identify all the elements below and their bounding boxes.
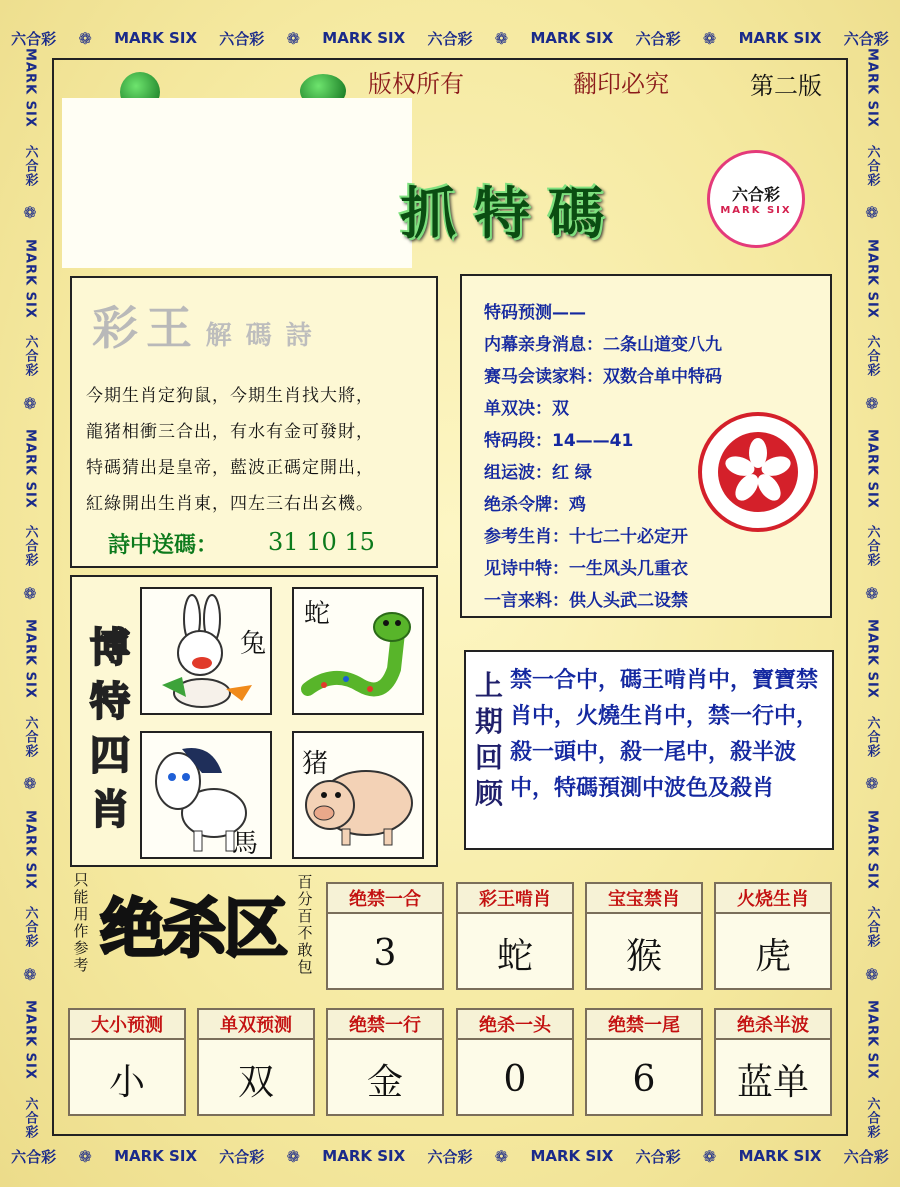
flower-icon: ❁ [23,774,37,794]
poem-gift-label: 詩中送碼： [108,532,219,558]
zodiac-label-pig: 猪 [302,749,329,779]
copyright-text: 版权所有 [368,70,464,98]
flower-icon: ❁ [865,964,879,984]
border-brand-en: MARK SIX [322,1147,406,1165]
prediction-line: 组运波：红 绿 [484,463,592,483]
flower-icon: ❁ [23,964,37,984]
poem-line: 今期生肖定狗鼠，今期生肖找大將， [86,386,374,406]
box-value: 金 [366,1061,403,1103]
top-border-strip [0,18,900,58]
border-brand-cn: 六合彩 [864,1096,880,1139]
box-kill-half-wave [714,1008,832,1116]
border-brand-cn: 六合彩 [635,1147,681,1166]
border-brand-cn: 六合彩 [22,715,38,758]
zodiac-label-rabbit: 兔 [240,629,267,659]
border-brand-en: MARK SIX [22,429,38,509]
poem-title-small: 解碼詩 [205,321,326,351]
box-value: 0 [503,1058,527,1100]
border-brand-en: MARK SIX [22,48,38,129]
box-value: 小 [108,1061,145,1103]
box-baby-ban [585,882,703,990]
poem-line: 紅綠開出生肖東，四左三右出玄機。 [86,494,374,514]
poem-title [92,292,326,358]
mark-six-logo [707,150,805,248]
flower-icon: ❁ [494,28,509,48]
flower-icon: ❁ [23,583,37,603]
box-value: 3 [373,932,397,974]
poem-gift-numbers: 31 10 15 [268,528,375,556]
box-label: 绝杀一头 [458,1010,572,1040]
border-brand-cn: 六合彩 [635,29,681,48]
border-brand-cn: 六合彩 [11,1147,57,1166]
box-ban-one-tail [585,1008,703,1116]
logo-en: MARK SIX [720,205,792,216]
box-fire-zodiac [714,882,832,990]
poem-line: 龍猪相衝三合出，有水有金可發財， [86,422,374,442]
box-label: 绝禁一合 [328,884,442,914]
border-brand-cn: 六合彩 [864,144,880,187]
flower-icon: ❁ [865,393,879,413]
border-brand-en: MARK SIX [114,29,198,47]
box-odd-even-prediction [197,1008,315,1116]
border-brand-en: MARK SIX [864,809,880,890]
border-brand-en: MARK SIX [864,1000,880,1081]
border-brand-en: MARK SIX [22,1000,38,1081]
poem-line: 特碼猜出是皇帝，藍波正碼定開出， [86,458,374,478]
border-brand-en: MARK SIX [322,29,406,47]
no-reprint-text: 翻印必究 [573,70,669,98]
box-kill-one-head [456,1008,574,1116]
box-label: 单双预测 [199,1010,313,1040]
box-label: 火烧生肖 [716,884,830,914]
page-title: 抓特碼 [400,181,622,247]
zodiac-side-title: 博特四肖 [90,624,130,833]
prediction-line: 参考生肖：十七二十必定开 [484,527,688,547]
border-brand-cn: 六合彩 [864,715,880,758]
box-value: 蛇 [496,935,533,977]
right-border-strip [852,40,892,1147]
prediction-line: 内幕亲身消息：二条山道变八九 [484,335,722,355]
flower-icon: ❁ [286,1146,300,1166]
flower-icon: ❁ [865,774,879,794]
flower-icon: ❁ [78,1146,92,1166]
border-brand-en: MARK SIX [114,1147,198,1165]
zodiac-label-snake: 蛇 [304,599,331,629]
box-label: 彩王啃肖 [458,884,572,914]
border-brand-en: MARK SIX [22,619,38,700]
box-value: 双 [237,1061,274,1103]
box-size-prediction [68,1008,186,1116]
review-side-title: 上期回顾 [474,669,503,810]
border-brand-en: MARK SIX [864,48,880,129]
flower-icon: ❁ [702,28,717,48]
flower-icon: ❁ [23,393,37,413]
border-brand-cn: 六合彩 [219,1147,265,1166]
prediction-box [460,274,832,618]
zodiac-label-horse: 馬 [232,829,259,859]
border-brand-cn: 六合彩 [219,29,265,48]
flower-icon: ❁ [702,1146,717,1166]
border-brand-cn: 六合彩 [864,906,880,949]
edition-label: 第二版 [750,72,822,100]
border-brand-en: MARK SIX [530,1147,614,1165]
border-brand-cn: 六合彩 [843,29,889,48]
prediction-line: 特码预测—— [484,303,586,323]
box-label: 绝禁一行 [328,1010,442,1040]
border-brand-cn: 六合彩 [22,1096,38,1139]
box-label: 大小预测 [70,1010,184,1040]
border-brand-cn: 六合彩 [11,29,57,48]
border-brand-cn: 六合彩 [22,144,38,187]
box-value: 蓝单 [736,1061,809,1103]
left-border-strip [10,40,50,1147]
border-brand-cn: 六合彩 [427,29,473,48]
last-issue-review-box [464,650,834,850]
flower-icon: ❁ [286,28,300,48]
box-value: 6 [632,1058,656,1100]
box-label: 宝宝禁肖 [587,884,701,914]
box-value: 猴 [625,935,662,977]
kill-zone-title: 绝杀区 [100,893,286,967]
flower-icon: ❁ [494,1146,509,1166]
border-brand-cn: 六合彩 [22,335,38,377]
bauhinia-icon [713,427,803,517]
flower-icon: ❁ [865,583,879,603]
prediction-line: 特码段：14——41 [484,431,634,451]
border-brand-en: MARK SIX [738,29,822,47]
flower-icon: ❁ [78,28,92,48]
box-ban-one-he [326,882,444,990]
box-value: 虎 [754,935,791,977]
border-brand-en: MARK SIX [864,238,880,319]
box-king-bites [456,882,574,990]
border-brand-en: MARK SIX [864,619,880,700]
header-logo-area [62,98,412,268]
flower-icon: ❁ [865,203,879,223]
logo-cn: 六合彩 [731,185,780,204]
kill-zone-left-note: 只能用作参考 [73,871,89,974]
border-brand-en: MARK SIX [530,29,614,47]
border-brand-cn: 六合彩 [22,906,38,949]
kill-zone-right-note: 百分百不敢包 [297,873,313,976]
prediction-line: 一言来料：供人头武二设禁 [484,591,688,611]
prediction-line: 单双决：双 [484,399,569,419]
border-brand-cn: 六合彩 [22,525,38,568]
box-label: 绝禁一尾 [587,1010,701,1040]
box-ban-one-element [326,1008,444,1116]
poem-lines [86,378,426,522]
border-brand-en: MARK SIX [738,1147,822,1165]
poem-title-big: 彩王 [92,301,200,355]
border-brand-en: MARK SIX [22,809,38,890]
border-brand-cn: 六合彩 [427,1147,473,1166]
review-text: 禁一合中，碼王啃肖中，寶寶禁肖中，火燒生肖中，禁一行中，殺一頭中，殺一尾中，殺半波中，特碼預測中波色及殺肖 [510,667,819,801]
prediction-line: 见诗中特：一生风头几重衣 [484,559,688,579]
flower-icon: ❁ [23,203,37,223]
hk-bauhinia-emblem [698,412,818,532]
poem-box [70,276,438,568]
prediction-line: 赛马会读家料：双数合单中特码 [484,367,722,387]
border-brand-cn: 六合彩 [864,335,880,377]
border-brand-cn: 六合彩 [843,1147,889,1166]
border-brand-en: MARK SIX [864,429,880,509]
prediction-line: 绝杀令牌：鸡 [484,495,586,515]
box-label: 绝杀半波 [716,1010,830,1040]
four-zodiac-box [70,575,438,867]
border-brand-cn: 六合彩 [864,525,880,568]
border-brand-en: MARK SIX [22,238,38,319]
bottom-border-strip [0,1136,900,1176]
